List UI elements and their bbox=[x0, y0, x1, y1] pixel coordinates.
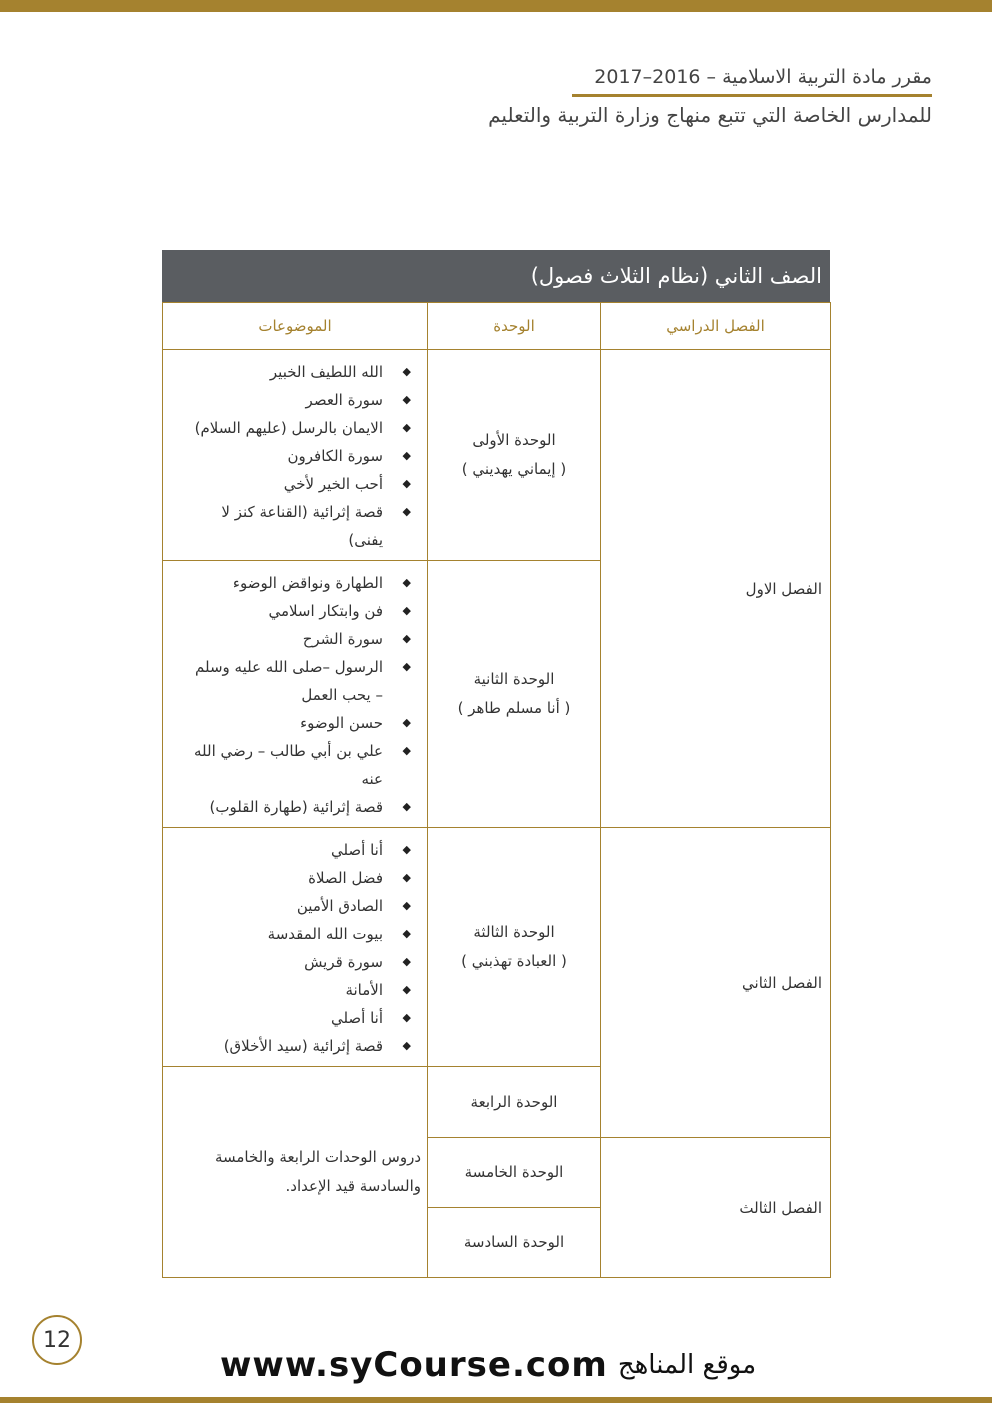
column-header-unit: الوحدة bbox=[428, 303, 601, 350]
page-number: 12 bbox=[32, 1315, 82, 1365]
diamond-bullet-icon: ◆ bbox=[402, 800, 411, 813]
list-item: ◆ سورة العصر bbox=[193, 386, 417, 414]
pending-note: دروس الوحدات الرابعة والخامسة والسادسة قيد الإعداد. bbox=[163, 1067, 428, 1278]
unit-cell: الوحدة الرابعة bbox=[428, 1067, 601, 1138]
diamond-bullet-icon: ◆ bbox=[402, 660, 411, 673]
list-item: ◆ أنا أصلي bbox=[193, 836, 417, 864]
course-subtitle: للمدارس الخاصة التي تتبع منهاج وزارة التربية والتعليم bbox=[488, 103, 932, 127]
page-header bbox=[372, 66, 932, 127]
unit-name: الوحدة الأولى bbox=[472, 431, 556, 449]
unit-subtitle: ( العبادة تهذبني ) bbox=[461, 952, 567, 970]
diamond-bullet-icon: ◆ bbox=[402, 449, 411, 462]
topics-cell bbox=[163, 828, 428, 1067]
diamond-bullet-icon: ◆ bbox=[402, 927, 411, 940]
list-item: ◆ قصة إثرائية (طهارة القلوب) bbox=[193, 793, 417, 821]
list-item: ◆ الرسول –صلى الله عليه وسلم – يحب العمل bbox=[193, 653, 417, 709]
table-header-row bbox=[163, 303, 831, 350]
bottom-border bbox=[0, 1397, 992, 1403]
semester-cell: الفصل الثاني bbox=[601, 828, 831, 1138]
diamond-bullet-icon: ◆ bbox=[402, 477, 411, 490]
list-item: ◆ علي بن أبي طالب – رضي الله عنه bbox=[193, 737, 417, 793]
table-row bbox=[163, 828, 831, 1067]
unit-cell bbox=[428, 350, 601, 561]
list-item: ◆ فن وابتكار اسلامي bbox=[193, 597, 417, 625]
diamond-bullet-icon: ◆ bbox=[402, 871, 411, 884]
diamond-bullet-icon: ◆ bbox=[402, 955, 411, 968]
site-label: موقع المناهج bbox=[617, 1350, 757, 1380]
list-item: ◆ الأمانة bbox=[193, 976, 417, 1004]
unit-cell bbox=[428, 561, 601, 828]
list-item: ◆ الصادق الأمين bbox=[193, 892, 417, 920]
list-item: ◆ سورة الشرح bbox=[193, 625, 417, 653]
list-item: ◆ الطهارة ونواقض الوضوء bbox=[193, 569, 417, 597]
list-item: ◆ فضل الصلاة bbox=[193, 864, 417, 892]
semester-cell: الفصل الاول bbox=[601, 350, 831, 828]
diamond-bullet-icon: ◆ bbox=[402, 604, 411, 617]
list-item: ◆ سورة الكافرون bbox=[193, 442, 417, 470]
unit-cell: الوحدة الخامسة bbox=[428, 1138, 601, 1208]
semester-cell: الفصل الثالث bbox=[601, 1138, 831, 1278]
table-title: الصف الثاني (نظام الثلاث فصول) bbox=[162, 250, 830, 302]
diamond-bullet-icon: ◆ bbox=[402, 744, 411, 757]
unit-subtitle: ( أنا مسلم طاهر ) bbox=[457, 699, 571, 717]
table-row bbox=[163, 350, 831, 561]
topic-list bbox=[193, 836, 417, 1060]
list-item: ◆ أنا أصلي bbox=[193, 1004, 417, 1032]
diamond-bullet-icon: ◆ bbox=[402, 1039, 411, 1052]
list-item: ◆ حسن الوضوء bbox=[193, 709, 417, 737]
diamond-bullet-icon: ◆ bbox=[402, 983, 411, 996]
topic-list bbox=[193, 569, 417, 821]
column-header-topics: الموضوعات bbox=[163, 303, 428, 350]
footer bbox=[220, 1340, 780, 1390]
list-item: ◆ أحب الخير لأخي bbox=[193, 470, 417, 498]
list-item: ◆ الايمان بالرسل (عليهم السلام) bbox=[193, 414, 417, 442]
top-border bbox=[0, 0, 992, 12]
diamond-bullet-icon: ◆ bbox=[402, 576, 411, 589]
diamond-bullet-icon: ◆ bbox=[402, 899, 411, 912]
diamond-bullet-icon: ◆ bbox=[402, 505, 411, 518]
curriculum-table-wrapper bbox=[162, 250, 830, 1278]
unit-cell bbox=[428, 828, 601, 1067]
topic-list bbox=[193, 358, 417, 554]
diamond-bullet-icon: ◆ bbox=[402, 421, 411, 434]
course-title: مقرر مادة التربية الاسلامية – 2016–2017 bbox=[572, 66, 932, 97]
diamond-bullet-icon: ◆ bbox=[402, 843, 411, 856]
diamond-bullet-icon: ◆ bbox=[402, 716, 411, 729]
topics-cell bbox=[163, 350, 428, 561]
list-item: ◆ سورة قريش bbox=[193, 948, 417, 976]
curriculum-table bbox=[162, 302, 831, 1278]
unit-cell: الوحدة السادسة bbox=[428, 1208, 601, 1278]
diamond-bullet-icon: ◆ bbox=[402, 1011, 411, 1024]
diamond-bullet-icon: ◆ bbox=[402, 632, 411, 645]
unit-name: الوحدة الثالثة bbox=[473, 923, 555, 941]
column-header-semester: الفصل الدراسي bbox=[601, 303, 831, 350]
list-item: ◆ قصة إثرائية (القناعة كنز لا يفنى) bbox=[193, 498, 417, 554]
list-item: ◆ الله اللطيف الخبير bbox=[193, 358, 417, 386]
unit-subtitle: ( إيماني يهديني ) bbox=[461, 460, 567, 478]
unit-name: الوحدة الثانية bbox=[473, 670, 555, 688]
topics-cell bbox=[163, 561, 428, 828]
diamond-bullet-icon: ◆ bbox=[402, 393, 411, 406]
list-item: ◆ بيوت الله المقدسة bbox=[193, 920, 417, 948]
site-url-link[interactable]: www.syCourse.com bbox=[220, 1345, 608, 1385]
diamond-bullet-icon: ◆ bbox=[402, 365, 411, 378]
list-item: ◆ قصة إثرائية (سيد الأخلاق) bbox=[193, 1032, 417, 1060]
